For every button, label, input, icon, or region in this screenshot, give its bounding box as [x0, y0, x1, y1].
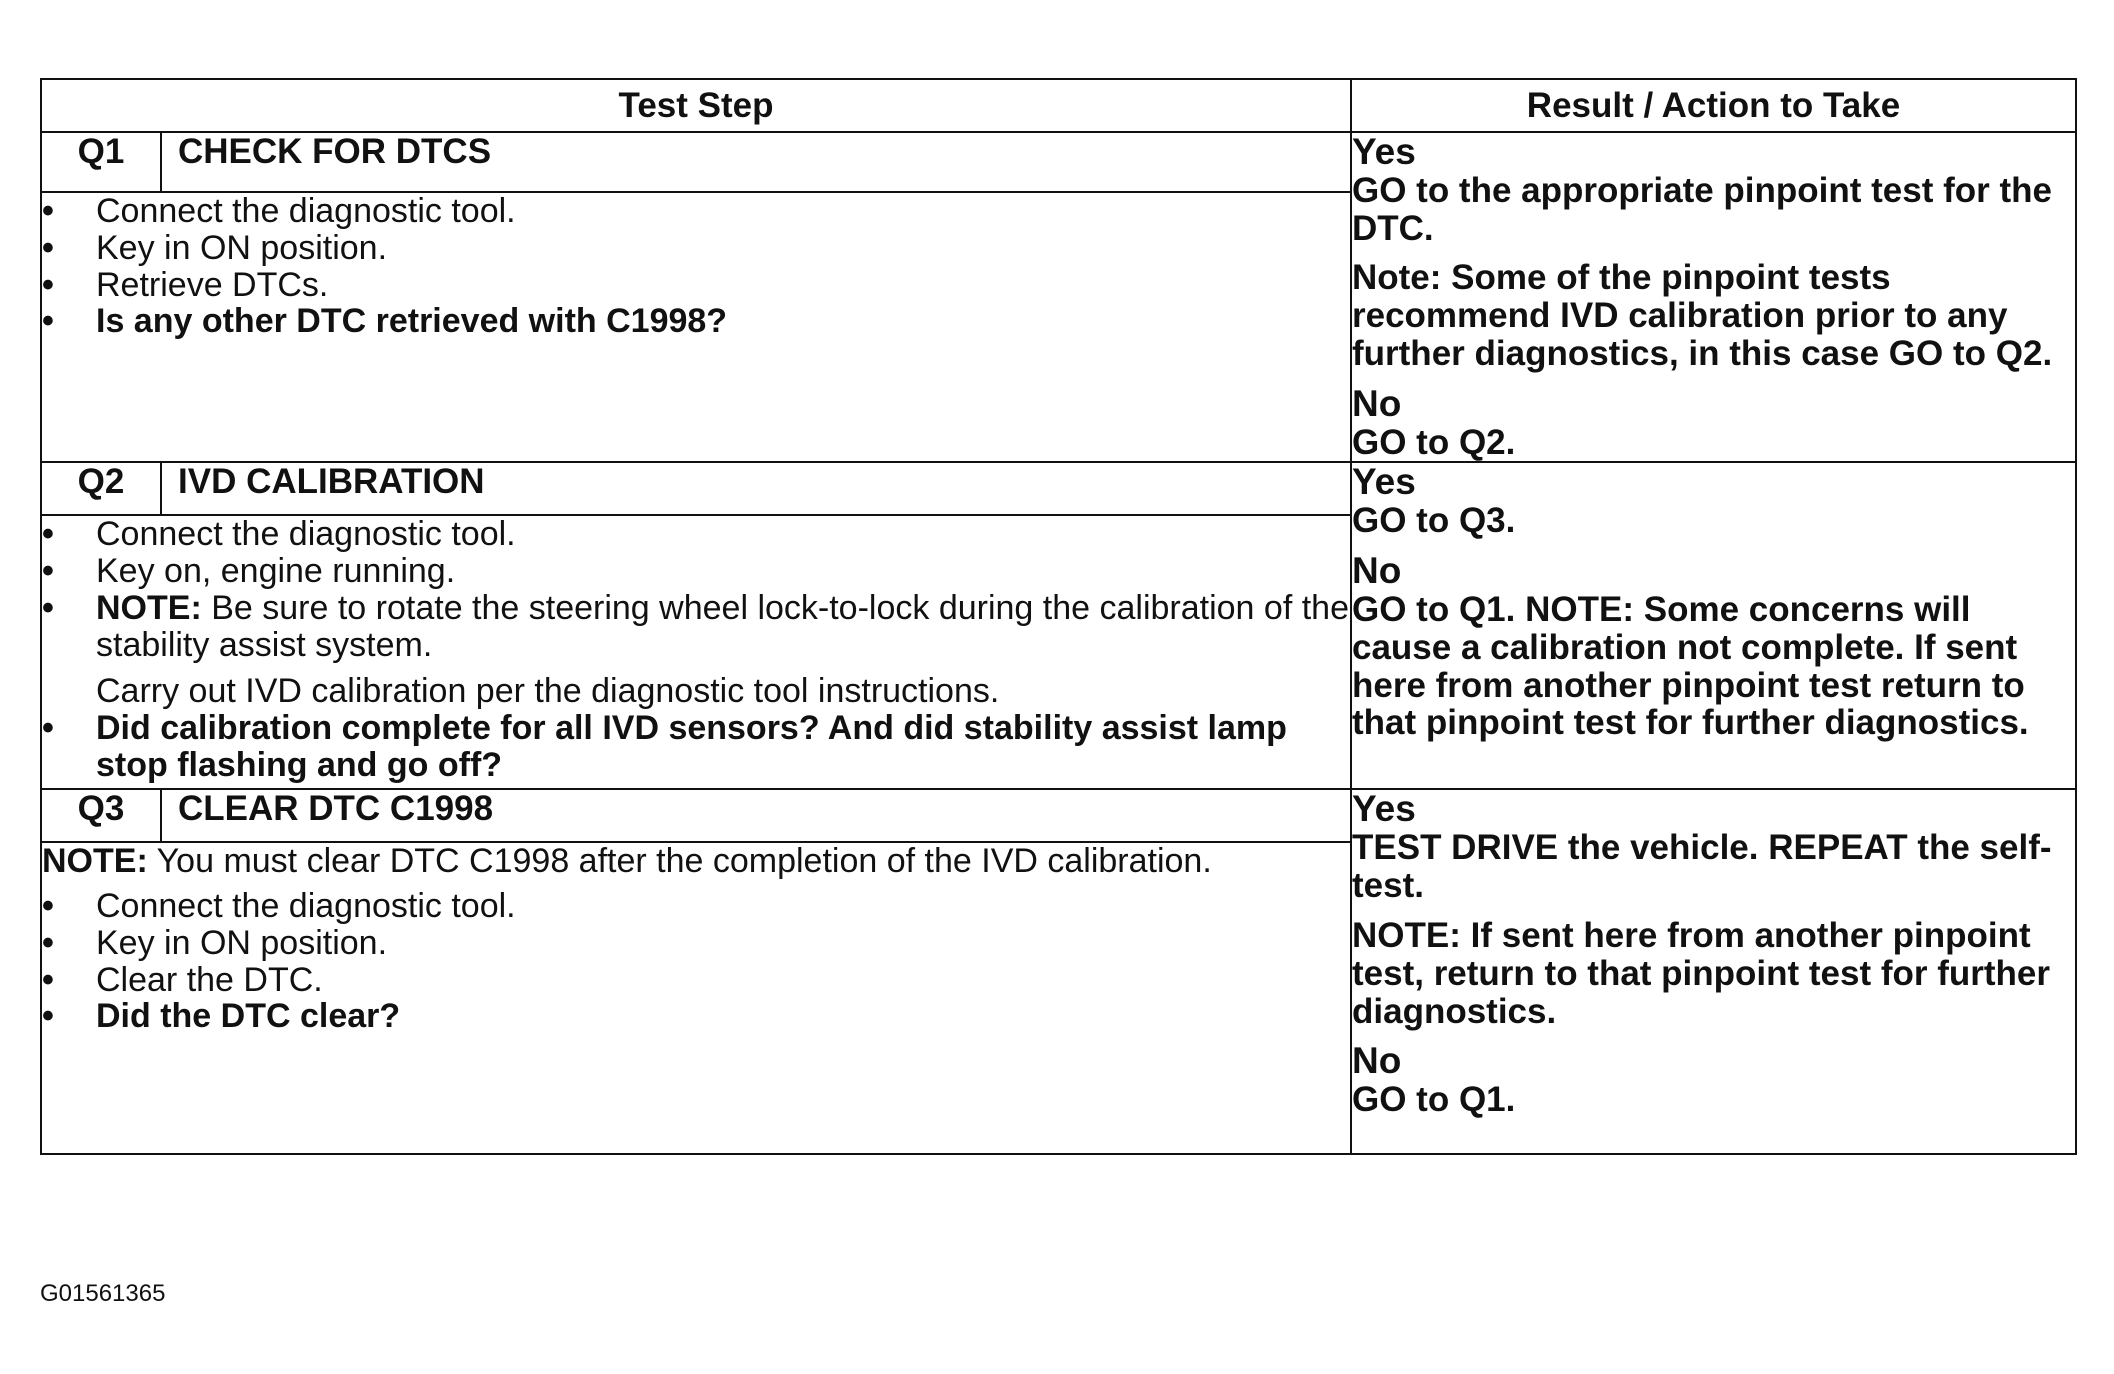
q2-yes-label: Yes	[1352, 461, 1416, 503]
q2-result-cell	[1351, 462, 2076, 789]
q3-no-end: .	[1505, 1080, 1516, 1120]
q1-step-list	[42, 193, 1350, 340]
list-item: • Did calibration complete for all IVD sensors? And did stability assist lamp stop flashing and go off?	[42, 710, 1350, 783]
q1-no-end: .	[1505, 422, 1516, 462]
header-result: Result / Action to Take	[1351, 79, 2076, 132]
q2-steps-cell	[41, 515, 1351, 789]
q3-step-id: Q3	[41, 789, 161, 842]
list-item: • Key in ON position.	[42, 925, 1350, 962]
q2-no-note-text: Some concerns will cause a calibration not complete. If sent here from another pinpoint test return to that pinpoint test for further diagnostics.	[1352, 589, 2029, 743]
q2-yes-go: GO to	[1352, 501, 1450, 541]
q3-yes-label: Yes	[1352, 788, 1416, 830]
list-item: • Did the DTC clear?	[42, 998, 1350, 1035]
q2-step-id: Q2	[41, 462, 161, 515]
q2-yes-end: .	[1505, 501, 1516, 541]
q2-no-target: Q1	[1458, 589, 1506, 629]
q1-steps-cell	[41, 192, 1351, 462]
q2-yes-text	[1352, 502, 2075, 540]
q1-result-cell	[1351, 132, 2076, 462]
list-item: • Key on, engine running.	[42, 553, 1350, 590]
q3-yes-text: TEST DRIVE the vehicle. REPEAT the self-test.	[1352, 828, 2052, 906]
q1-note-label: Note:	[1352, 258, 1442, 298]
q3-note-label: NOTE:	[1352, 915, 1461, 955]
q3-no-go: GO to	[1352, 1080, 1450, 1120]
header-test-step: Test Step	[41, 79, 1351, 132]
q3-no-text	[1352, 1081, 2075, 1119]
q1-no-text	[1352, 424, 2075, 462]
q3-note-text: If sent here from another pinpoint test, return to that pinpoint test for further diagnostics.	[1352, 915, 2051, 1031]
q2-no-note-label: . NOTE:	[1505, 589, 1634, 629]
q2-no-go: GO to	[1352, 589, 1450, 629]
figure-id: G01561365	[40, 1280, 166, 1307]
q3-intro	[42, 843, 1350, 880]
q1-note-target: Q2	[1995, 334, 2043, 374]
q2-step-list	[42, 516, 1350, 783]
q1-step-title: CHECK FOR DTCS	[161, 132, 1351, 192]
list-item: • Retrieve DTCs.	[42, 267, 1350, 304]
list-item: Carry out IVD calibration per the diagnostic tool instructions.	[96, 672, 1000, 711]
q2-step-title: IVD CALIBRATION	[161, 462, 1351, 515]
q3-result-cell	[1351, 789, 2076, 1154]
q1-note	[1352, 259, 2075, 372]
q3-title-row	[41, 789, 2076, 842]
q1-no-go: GO to	[1352, 422, 1450, 462]
list-item: • Is any other DTC retrieved with C1998?	[42, 303, 1350, 340]
q3-step-title: CLEAR DTC C1998	[161, 789, 1351, 842]
q2-note-label: NOTE:	[96, 588, 202, 627]
q1-step-id: Q1	[41, 132, 161, 192]
list-item: • Clear the DTC.	[42, 962, 1350, 999]
q1-no-label: No	[1352, 382, 1402, 424]
pinpoint-test-table	[40, 78, 2077, 1155]
q1-yes-label: Yes	[1352, 131, 1416, 172]
q1-note-end: .	[2042, 334, 2053, 374]
q2-no-text	[1352, 591, 2075, 742]
q3-steps-cell	[41, 842, 1351, 1154]
list-item: • Connect the diagnostic tool.	[42, 888, 1350, 925]
q3-note	[1352, 917, 2075, 1030]
q2-no-label: No	[1352, 550, 1402, 592]
q1-yes-text: GO to the appropriate pinpoint test for the DTC.	[1352, 170, 2052, 248]
list-item: • Connect the diagnostic tool.	[42, 516, 1350, 553]
list-item: • Key in ON position.	[42, 230, 1350, 267]
q3-intro-text: You must clear DTC C1998 after the completion of the IVD calibration.	[156, 842, 1212, 881]
q3-step-list	[42, 888, 1350, 1035]
q3-intro-label: NOTE:	[42, 842, 148, 881]
q2-title-row	[41, 462, 2076, 515]
table-header-row	[41, 79, 2076, 132]
q1-no-target: Q2	[1458, 422, 1506, 462]
q1-title-row	[41, 132, 2076, 192]
q3-no-label: No	[1352, 1040, 1402, 1082]
q3-no-target: Q1	[1458, 1080, 1506, 1120]
q2-note-text: Be sure to rotate the steering wheel lock-to-lock during the calibration of the stability assist system.	[96, 588, 1349, 664]
list-item	[42, 590, 1350, 663]
list-item: • Connect the diagnostic tool.	[42, 193, 1350, 230]
q2-yes-target: Q3	[1458, 501, 1506, 541]
q1-note-text: Some of the pinpoint tests recommend IVD calibration prior to any further diagnostics, in this case GO to	[1352, 258, 2008, 374]
